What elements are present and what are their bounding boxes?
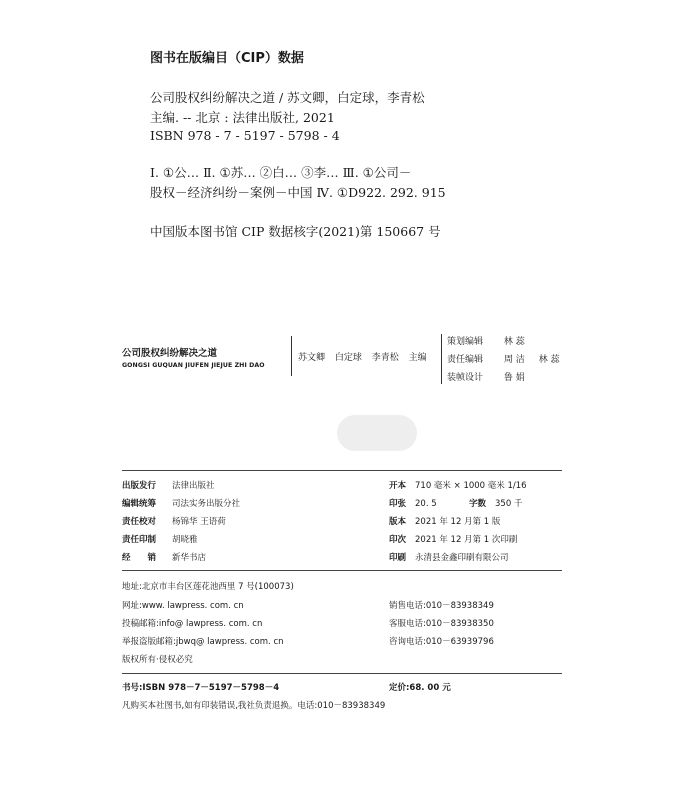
spec-value: 20. 5: [415, 499, 437, 509]
editor-row: [447, 369, 574, 387]
author-name: 白定球: [334, 353, 362, 363]
editors-divider: [441, 334, 442, 384]
pub-value: 法律出版社: [172, 481, 215, 491]
spec-value: 2021 年 12 月第 1 次印刷: [415, 535, 518, 545]
return-notice: 凡购买本社图书,如有印装错误,我社负责退换。电话:010－83938349: [122, 701, 386, 711]
editors-list: [447, 333, 574, 387]
cip-heading: 图书在版编目（CIP）数据: [150, 51, 304, 66]
spec-value: 永清县金鑫印刷有限公司: [415, 553, 509, 563]
spec-label: 开本: [389, 481, 407, 491]
divider-top: [122, 470, 562, 471]
editor-name: 林 蕊: [503, 337, 525, 347]
pub-row: [122, 533, 198, 545]
editor-role: 责任编辑: [447, 355, 484, 365]
pub-row: [122, 497, 240, 509]
pub-label: 出版发行: [122, 481, 157, 491]
editor-role: 策划编辑: [447, 337, 484, 347]
editor-name: 鲁 娟: [503, 373, 525, 383]
submission-email: 投稿邮箱:info@ lawpress. com. cn: [122, 619, 263, 629]
cip-line-classification-cont: 股权－经济纠纷－案例－中国 Ⅳ. ①D922. 292. 915: [150, 185, 446, 200]
book-title: 公司股权纠纷解决之道: [122, 348, 218, 359]
cip-line-record-number: 中国版本图书馆 CIP 数据核字(2021)第 150667 号: [150, 224, 441, 239]
editor-name: 林 蕊: [538, 355, 560, 365]
pub-label: 编辑统筹: [122, 499, 157, 509]
pub-value: 杨锦华 王语荷: [172, 517, 226, 527]
divider-bottom: [122, 673, 562, 674]
pub-row: [122, 515, 226, 527]
sales-phone: 销售电话:010－83938349: [389, 601, 494, 611]
cip-line-classification: Ⅰ. ①公… Ⅱ. ①苏… ②白… ③李… Ⅲ. ①公司－: [150, 165, 412, 180]
author-role: 主编: [408, 353, 427, 363]
spec-label: 印刷: [389, 553, 407, 563]
pub-row: [122, 479, 215, 491]
authors-line: [298, 350, 434, 363]
price-line: 定价:68. 00 元: [389, 683, 451, 693]
editor-row: [447, 351, 574, 369]
spec-label: 字数: [469, 499, 487, 509]
pub-value: 胡晓雅: [172, 535, 198, 545]
pub-label: 责任校对: [122, 517, 157, 527]
website: 网址:www. lawpress. com. cn: [122, 601, 244, 611]
copyright-notice: 版权所有·侵权必究: [122, 655, 193, 665]
title-divider: [291, 336, 292, 376]
editor-name: 周 洁: [503, 355, 525, 365]
pub-label: 责任印制: [122, 535, 157, 545]
spec-value: 350 千: [495, 499, 523, 509]
book-title-pinyin: GONGSI GUQUAN JIUFEN JIEJUE ZHI DAO: [122, 362, 265, 369]
cip-line-publisher: 主编. -- 北京 : 法律出版社, 2021: [150, 110, 335, 125]
spec-row: [389, 515, 500, 527]
divider-middle: [122, 570, 562, 571]
spec-row: [389, 551, 509, 563]
pub-value: 新华书店: [172, 553, 207, 563]
pub-label: 经 销: [122, 553, 157, 563]
address: 地址:北京市丰台区莲花池西里 7 号(100073): [122, 582, 294, 592]
cip-line-title: 公司股权纠纷解决之道 / 苏文卿，白定球，李青松: [150, 90, 425, 105]
spec-row: [389, 497, 522, 509]
spec-row: [389, 479, 527, 491]
decorative-oval: [337, 415, 417, 451]
spec-value: 710 毫米 × 1000 毫米 1/16: [415, 481, 527, 491]
inquiry-phone: 咨询电话:010－63939796: [389, 637, 494, 647]
author-name: 苏文卿: [298, 353, 326, 363]
pub-row: [122, 551, 206, 563]
book-title-block: [122, 345, 265, 369]
cip-line-isbn: ISBN 978 - 7 - 5197 - 5798 - 4: [150, 128, 340, 143]
spec-label: 印张: [389, 499, 407, 509]
author-name: 李青松: [371, 353, 399, 363]
spec-value: 2021 年 12 月第 1 版: [415, 517, 501, 527]
spec-label: 印次: [389, 535, 407, 545]
service-phone: 客服电话:010－83938350: [389, 619, 494, 629]
editor-role: 装帧设计: [447, 373, 484, 383]
isbn-line: 书号:ISBN 978－7－5197－5798－4: [122, 683, 280, 693]
pub-value: 司法实务出版分社: [172, 499, 241, 509]
spec-row: [389, 533, 517, 545]
editor-row: [447, 333, 574, 351]
spec-label: 版本: [389, 517, 407, 527]
piracy-report-email: 举报盗版邮箱:jbwq@ lawpress. com. cn: [122, 637, 284, 647]
